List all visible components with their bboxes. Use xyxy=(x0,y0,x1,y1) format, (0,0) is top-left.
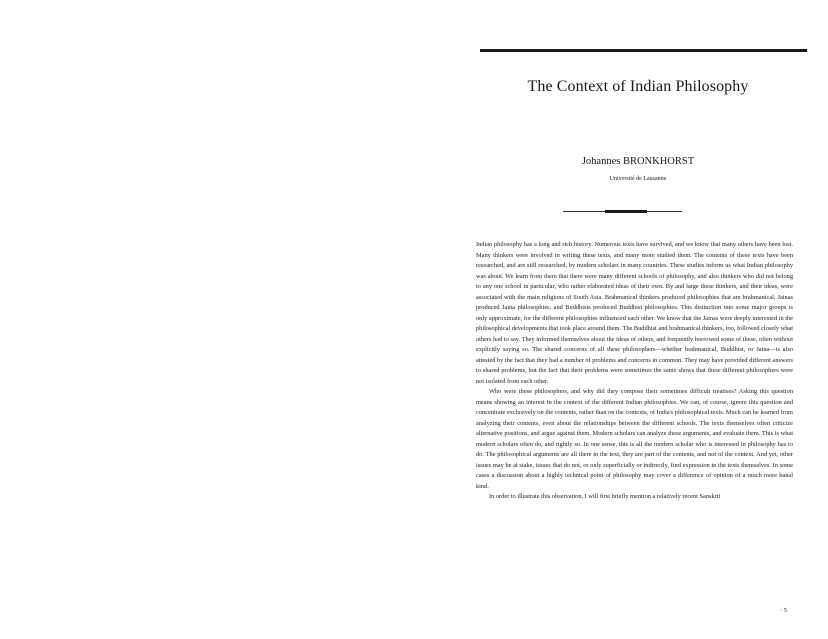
paragraph-2: Who were these philosophers, and why did they compose their sometimes difficult treatises? Asking this question means showing an interest in the context of the different Indian philosophies. We can, of course, ignore this question and concentrate exclusively on the contents, rather than on the contexts, of India's philosophical texts. Much can be learned from analyzing their contents, even about the relationships between the different schools. The texts themselves often criticize alternative positions, and argue against them. Modern scholars can analyze these arguments, and evaluate them. This is what modern scholars often do, and rightly so. In one sense, this is all the modern scholar who is interested in philosophy has to do. The philosophical arguments are all there in the text, they are part of the contents, and not of the context. And yet, other issues may be at stake, issues that do not, or only superficially or indirectly, find expression in the texts themselves. In some cases a discussion about a highly technical point of philosophy may cover a difference of opinion of a much more banal kind. xyxy=(476,388,793,490)
paragraph-1: Indian philosophy has a long and rich history. Numerous texts have survived, and we know that many others have been lost. Many thinkers were involved in writing these texts, and many more studied them. The contents of these texts have been researched, and are still researched, by modern scholars in many countries. These studies inform us what Indian philosophy was about. We learn from them that there were many different schools of philosophy, and also thinkers who did not belong to any one school in particular, who rather elaborated ideas of their own. By and large these thinkers, and their ideas, were associated with the main religions of South Asia. Brahmanical thinkers produced philosophies that are brahmanical, Jainas produced Jaina philosophies, and Buddhists produced Buddhist philosophies. This distinction into some major groups is only approximate, for the different philosophies influenced each other. We know that the Jainas were deeply interested in the philosophical developments that took place around them. The Buddhist and brahmanical thinkers, too, followed closely what others had to say. They informed themselves about the ideas of others, and frequently borrowed some of these, often without explicitly saying so. The shared concerns of all these philosophers—whether brahmanical, Buddhist, or Jaina—is also attested by the fact that they had a number of problems and concerns in common. They may have provided different answers to shared problems, but the fact that their problems were sometimes the same shows that these different philosophers were not isolated from each other. xyxy=(476,241,793,385)
page-number: · 5 xyxy=(780,607,788,614)
chapter-title: The Context of Indian Philosophy xyxy=(527,78,749,95)
top-rule xyxy=(480,49,807,52)
body-text xyxy=(476,240,793,503)
paragraph-3: In order to illustrate this observation, I will first briefly mention a relatively recent Sanskrit xyxy=(489,493,721,500)
author-affiliation: Université de Lausanne xyxy=(609,176,667,182)
ornamental-rule-bar xyxy=(605,210,647,213)
author-name: Johannes BRONKHORST xyxy=(581,156,695,167)
